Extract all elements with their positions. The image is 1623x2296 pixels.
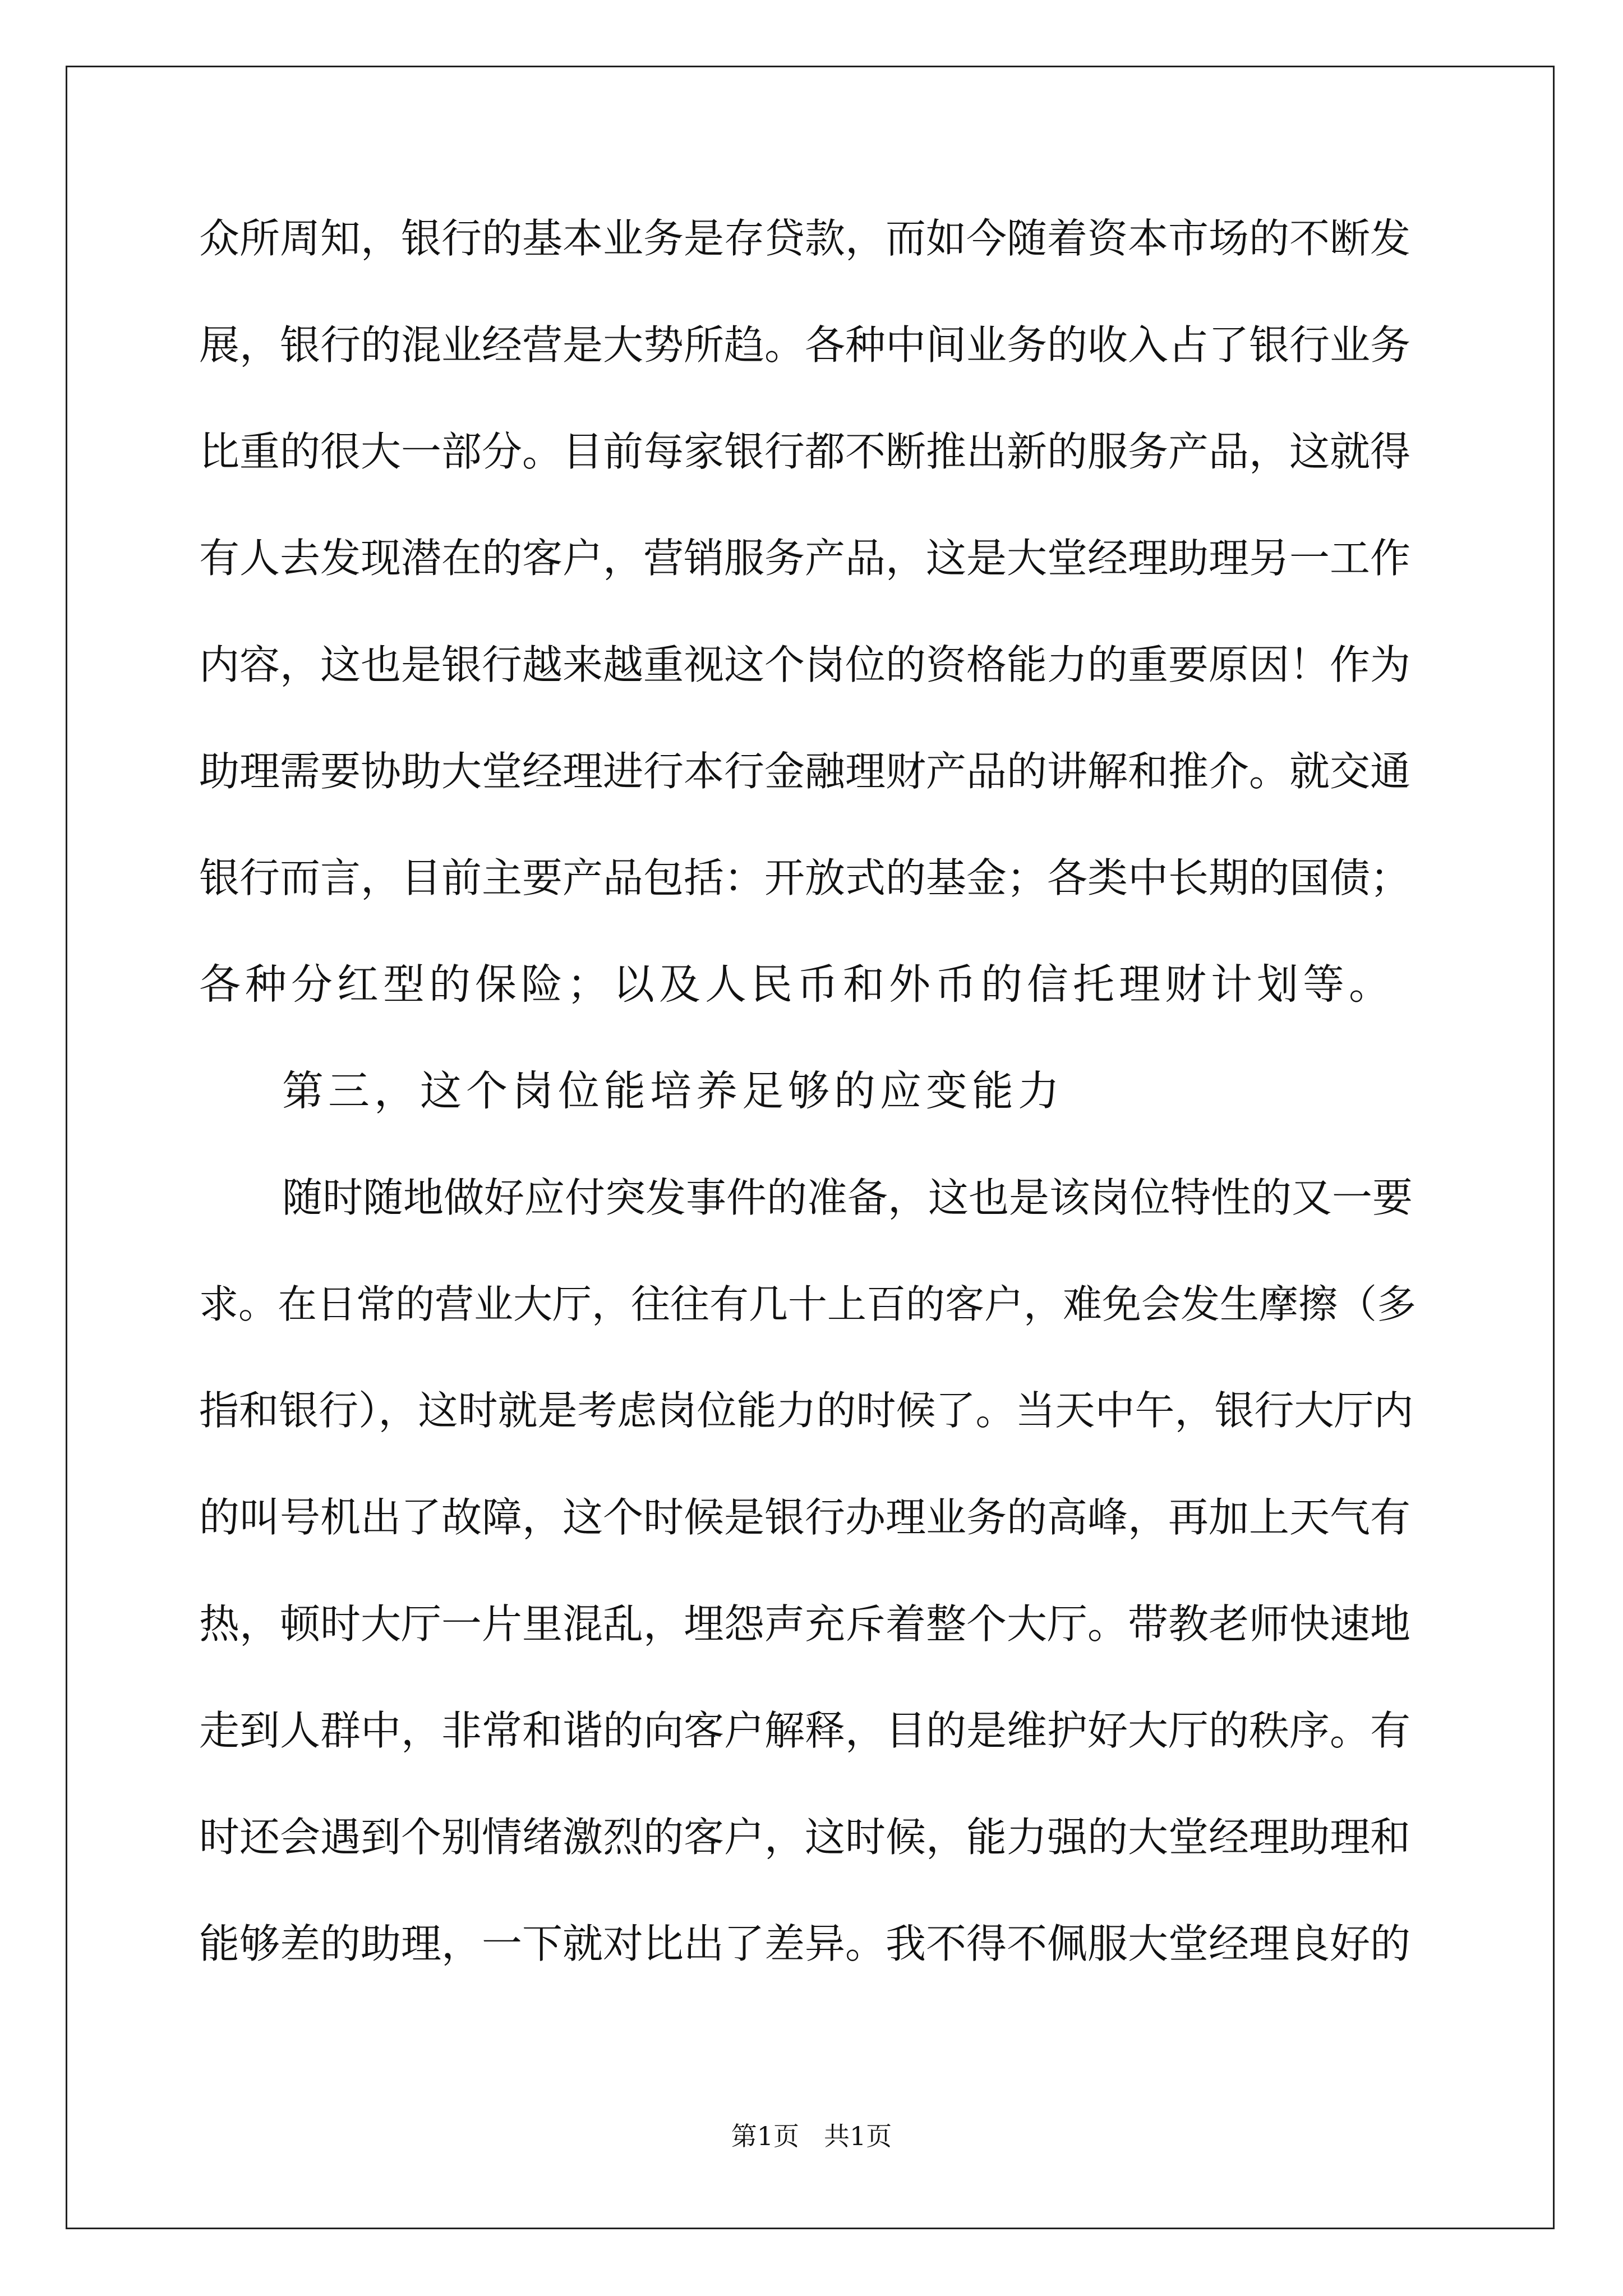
paragraph-line: 指和银行），这时就是考虑岗位能力的时候了。当天中午，银行大厅内 (199, 1387, 1414, 1434)
page-total: 共1页 (823, 2121, 892, 2151)
paragraph-line: 热，顿时大厅一片里混乱，埋怨声充斥着整个大厅。带教老师快速地 (199, 1600, 1411, 1648)
page-number: 第1页 (731, 2121, 800, 2151)
paragraph-line: 时还会遇到个别情绪激烈的客户，这时候，能力强的大堂经理助理和 (199, 1814, 1411, 1861)
paragraph-line: 各种分红型的保险；以及人民币和外币的信托理财计划等。 (199, 960, 1395, 1009)
section-heading: 第三，这个岗位能培养足够的应变能力 (282, 1067, 1064, 1115)
page-footer (0, 2119, 1623, 2153)
document-body (199, 205, 1424, 2017)
paragraph-line: 众所周知，银行的基本业务是存贷款，而如今随着资本市场的不断发 (199, 215, 1411, 262)
paragraph-line: 有人去发现潜在的客户，营销服务产品，这是大堂经理助理另一工作 (199, 535, 1411, 582)
paragraph-line: 助理需要协助大堂经理进行本行金融理财产品的讲解和推介。就交通 (199, 748, 1411, 795)
paragraph-line: 银行而言，目前主要产品包括：开放式的基金；各类中长期的国债； (199, 854, 1411, 901)
paragraph-line: 求。在日常的营业大厅，往往有几十上百的客户，难免会发生摩擦（多 (199, 1281, 1416, 1327)
paragraph-line: 比重的很大一部分。目前每家银行都不断推出新的服务产品，这就得 (199, 428, 1411, 475)
paragraph-line: 的叫号机出了故障，这个时候是银行办理业务的高峰，再加上天气有 (199, 1494, 1411, 1541)
paragraph-line: 内容，这也是银行越来越重视这个岗位的资格能力的重要原因！作为 (199, 641, 1411, 688)
paragraph-line: 走到人群中，非常和谐的向客户解释，目的是维护好大厅的秩序。有 (199, 1707, 1411, 1754)
paragraph-line: 随时随地做好应付突发事件的准备，这也是该岗位特性的又一要 (282, 1174, 1413, 1221)
paragraph-line: 能够差的助理，一下就对比出了差异。我不得不佩服大堂经理良好的 (199, 1920, 1411, 1967)
paragraph-line: 展，银行的混业经营是大势所趋。各种中间业务的收入占了银行业务 (199, 321, 1411, 369)
